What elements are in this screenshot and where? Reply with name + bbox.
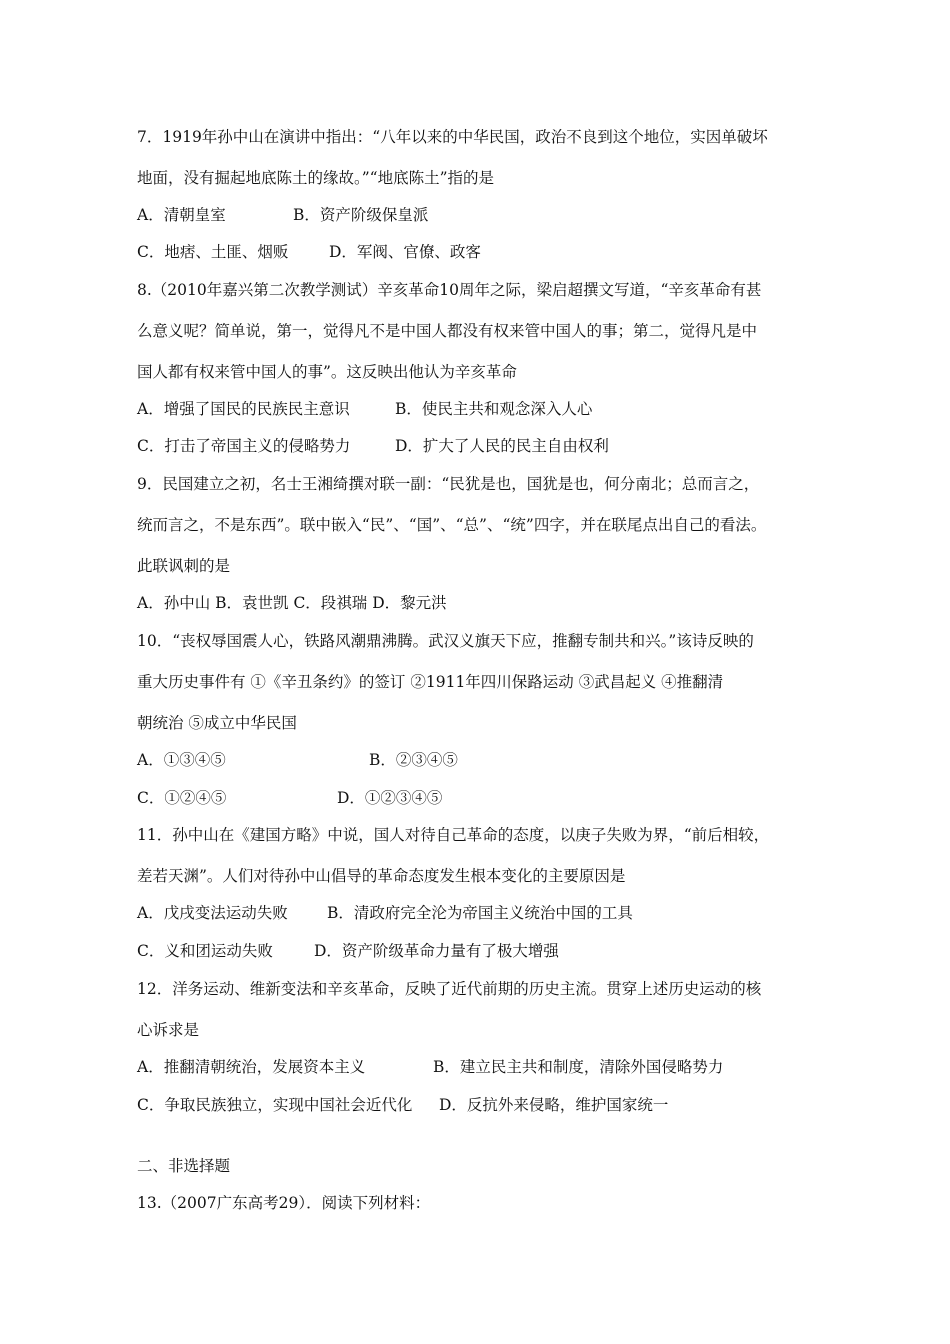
q10-stem-line-2: 重大历史事件有 ①《辛丑条约》的签订 ②1911年四川保路运动 ③武昌起义 ④推翻清 (137, 673, 724, 691)
q12-option-a: A．推翻清朝统治，发展资本主义 (137, 1058, 366, 1076)
q11-option-b: B．清政府完全沦为帝国主义统治中国的工具 (327, 904, 633, 922)
q8-stem-line-1: 8.（2010年嘉兴第二次教学测试）辛亥革命10周年之际，梁启超撰文写道，“辛亥革命有甚 (137, 281, 762, 299)
q8-option-d: D．扩大了人民的民主自由权利 (395, 437, 609, 455)
section-heading: 二、非选择题 (137, 1157, 231, 1175)
q9-stem-line-2: 统而言之，不是东西”。联中嵌入“民”、“国”、“总”、“统”四字，并在联尾点出自己的看法。 (137, 516, 767, 534)
q12-option-c: C．争取民族独立，实现中国社会近代化 (137, 1096, 413, 1114)
q7-option-a: A．清朝皇室 (137, 206, 226, 224)
q10-option-a: A．①③④⑤ (137, 751, 226, 769)
q10-stem-line-3: 朝统治 ⑤成立中华民国 (137, 714, 297, 732)
q7-option-c: C．地痞、土匪、烟贩 (137, 243, 289, 261)
q12-stem-line-2: 心诉求是 (137, 1021, 200, 1039)
q8-option-c: C．打击了帝国主义的侵略势力 (137, 437, 351, 455)
q7-option-b: B．资产阶级保皇派 (293, 206, 429, 224)
q10-option-c: C．①②④⑤ (137, 789, 227, 807)
q11-option-c: C．义和团运动失败 (137, 942, 273, 960)
q7-option-d: D．军阀、官僚、政客 (329, 243, 481, 261)
q12-stem-line-1: 12．洋务运动、维新变法和辛亥革命，反映了近代前期的历史主流。贯穿上述历史运动的核 (137, 980, 762, 998)
q10-option-b: B．②③④⑤ (369, 751, 458, 769)
q12-option-d: D．反抗外来侵略，维护国家统一 (439, 1096, 669, 1114)
q12-option-b: B．建立民主共和制度，清除外国侵略势力 (433, 1058, 724, 1076)
q9-stem-line-3: 此联讽刺的是 (137, 557, 231, 575)
q10-option-d: D．①②③④⑤ (337, 789, 443, 807)
q8-option-b: B．使民主共和观念深入人心 (395, 400, 593, 418)
q9-stem-line-1: 9．民国建立之初，名士王湘绮撰对联一副：“民犹是也，国犹是也，何分南北；总而言之， (137, 475, 760, 493)
q8-stem-line-3: 国人都有权来管中国人的事”。这反映出他认为辛亥革命 (137, 363, 517, 381)
q11-option-a: A．戊戌变法运动失败 (137, 904, 288, 922)
q11-stem-line-1: 11．孙中山在《建国方略》中说，国人对待自己革命的态度，以庚子失败为界，“前后相较， (137, 826, 770, 844)
q7-stem-line-2: 地面，没有掘起地底陈土的缘故。”“地底陈土”指的是 (137, 169, 495, 187)
q13-stem: 13.（2007广东高考29）．阅读下列材料： (137, 1194, 431, 1212)
q7-stem-line-1: 7．1919年孙中山在演讲中指出：“八年以来的中华民国，政治不良到这个地位，实因单破坏 (137, 128, 768, 146)
q11-stem-line-2: 差若天渊”。人们对待孙中山倡导的革命态度发生根本变化的主要原因是 (137, 867, 626, 885)
q10-stem-line-1: 10．“丧权辱国震人心，铁路风潮鼎沸腾。武汉义旗天下应，推翻专制共和兴。”该诗反映的 (137, 632, 754, 650)
q8-stem-line-2: 么意义呢？简单说，第一，觉得凡不是中国人都没有权来管中国人的事；第二，觉得凡是中 (137, 322, 758, 340)
q11-option-d: D．资产阶级革命力量有了极大增强 (314, 942, 559, 960)
q9-options: A．孙中山 B．袁世凯 C．段祺瑞 D．黎元洪 (137, 594, 447, 612)
q8-option-a: A．增强了国民的民族民主意识 (137, 400, 350, 418)
